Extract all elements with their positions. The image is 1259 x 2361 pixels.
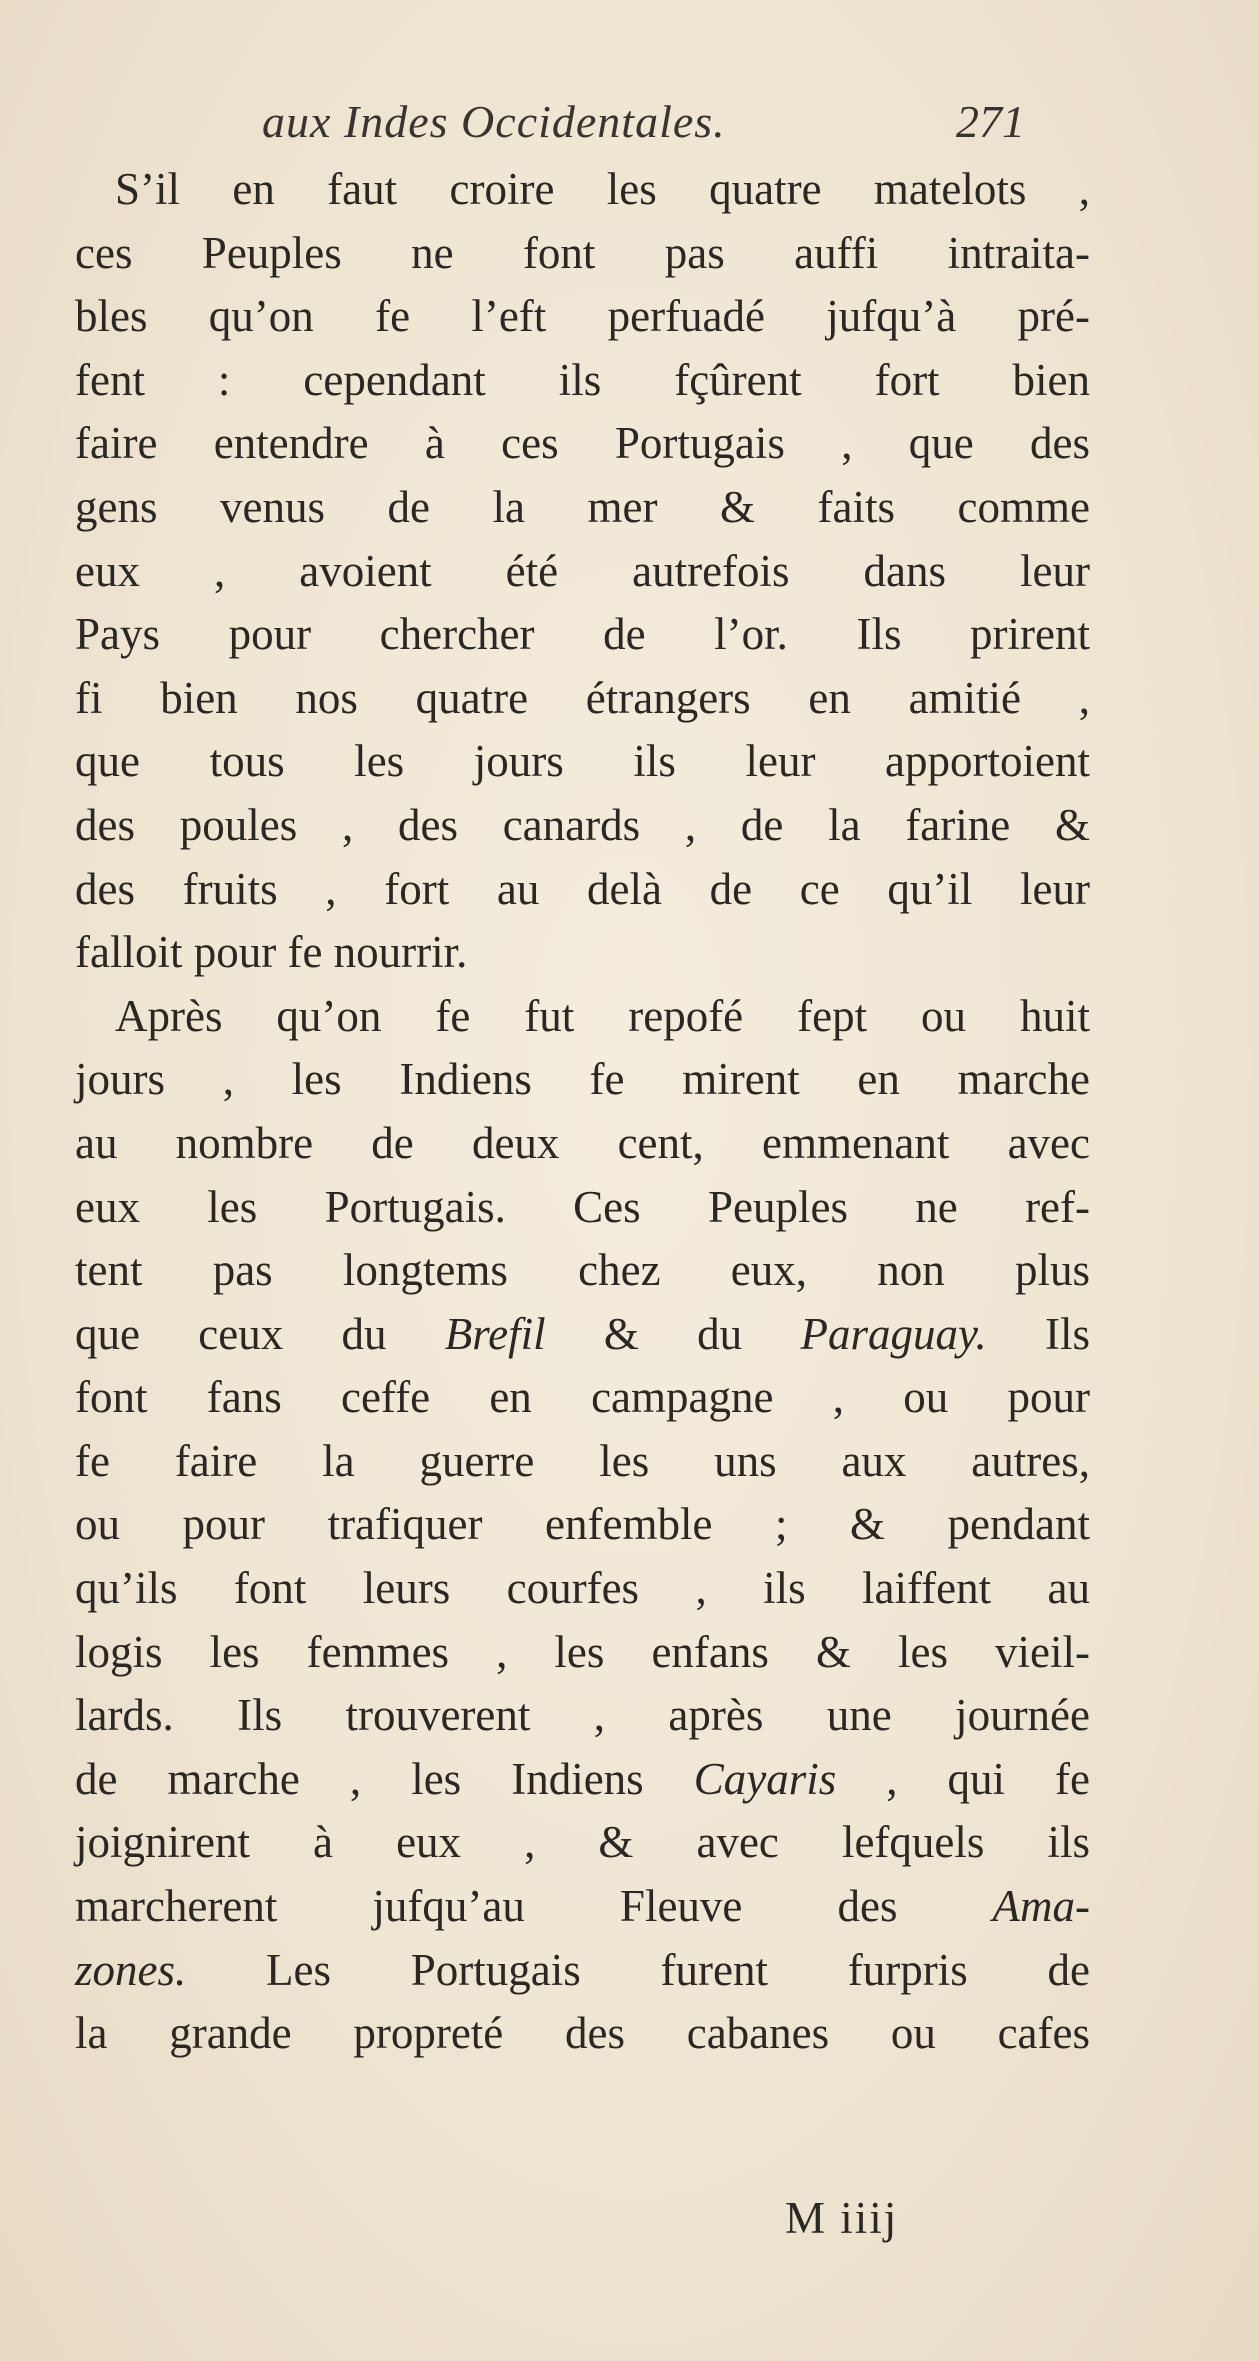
text-line: ces Peuples ne font pas auffi intraita- [75,227,1090,278]
text-line: des poules , des canards , de la farine & [75,799,1090,850]
text-line: joignirent à eux , & avec lefquels ils [75,1817,1090,1868]
text-line: Pays pour chercher de l’or. Ils prirent [75,609,1090,660]
running-title: aux Indes Occidentales. [262,96,726,147]
text-segment: que ceux du [75,1308,445,1359]
text-line: au nombre de deux cent, emmenant avec [75,1117,1090,1168]
body-text [75,158,1090,2066]
italic-place-name: zones. [75,1944,187,1995]
text-line: eux les Portugais. Ces Peuples ne ref- [75,1181,1090,1232]
text-line: bles qu’on fe l’eft perfuadé jufqu’à pré- [75,291,1090,342]
page-number: 271 [956,96,1025,147]
text-line: fent : cependant ils fçûrent fort bien [75,354,1090,405]
text-line: fi bien nos quatre étrangers en amitié , [75,672,1090,723]
text-segment: , qui fe [836,1753,1090,1804]
signature-catchword: M iiij [785,2193,899,2243]
text-line: ou pour trafiquer enfemble ; & pendant [75,1499,1090,1550]
text-segment: marcherent jufqu’au Fleuve des [75,1881,993,1932]
text-line: font fans ceffe en campagne , ou pour [75,1372,1090,1423]
text-line [75,1875,1090,1939]
text-segment: de marche , les Indiens [75,1753,694,1804]
text-line: des fruits , fort au delà de ce qu’il leur [75,863,1090,914]
text-segment: & du [545,1308,801,1359]
text-line [75,1303,1090,1367]
text-line: logis les femmes , les enfans & les vieil- [75,1626,1090,1677]
text-line: gens venus de la mer & faits comme [75,481,1090,532]
text-line: que tous les jours ils leur apportoient [75,736,1090,787]
text-line: qu’ils font leurs courfes , ils laiffent au [75,1563,1090,1614]
italic-people-name: Cayaris [693,1753,837,1804]
text-line: falloit pour fe nourrir. [75,927,468,978]
text-line: tent pas longtems chez eux, non plus [75,1245,1090,1296]
text-line: la grande propreté des cabanes ou cafes [75,2008,1090,2059]
page-header [185,95,1025,155]
text-line: Après qu’on fe fut repofé fept ou huit [115,990,1090,1041]
text-segment: Les Portugais furent furpris de [186,1944,1090,1995]
text-line: fe faire la guerre les uns aux autres, [75,1435,1090,1486]
text-line: lards. Ils trouverent , après une journée [75,1690,1090,1741]
text-line [75,1748,1090,1812]
text-line: jours , les Indiens fe mirent en marche [75,1054,1090,1105]
text-line: S’il en faut croire les quatre matelots , [115,164,1090,214]
text-line: faire entendre à ces Portugais , que des [75,418,1090,469]
italic-place-name: Paraguay. [800,1308,987,1359]
text-line [75,1939,1090,2003]
text-line: eux , avoient été autrefois dans leur [75,545,1090,596]
text-segment: Ils [986,1308,1091,1359]
italic-place-name: Brefil [444,1308,546,1359]
italic-place-name: Ama- [992,1881,1090,1932]
